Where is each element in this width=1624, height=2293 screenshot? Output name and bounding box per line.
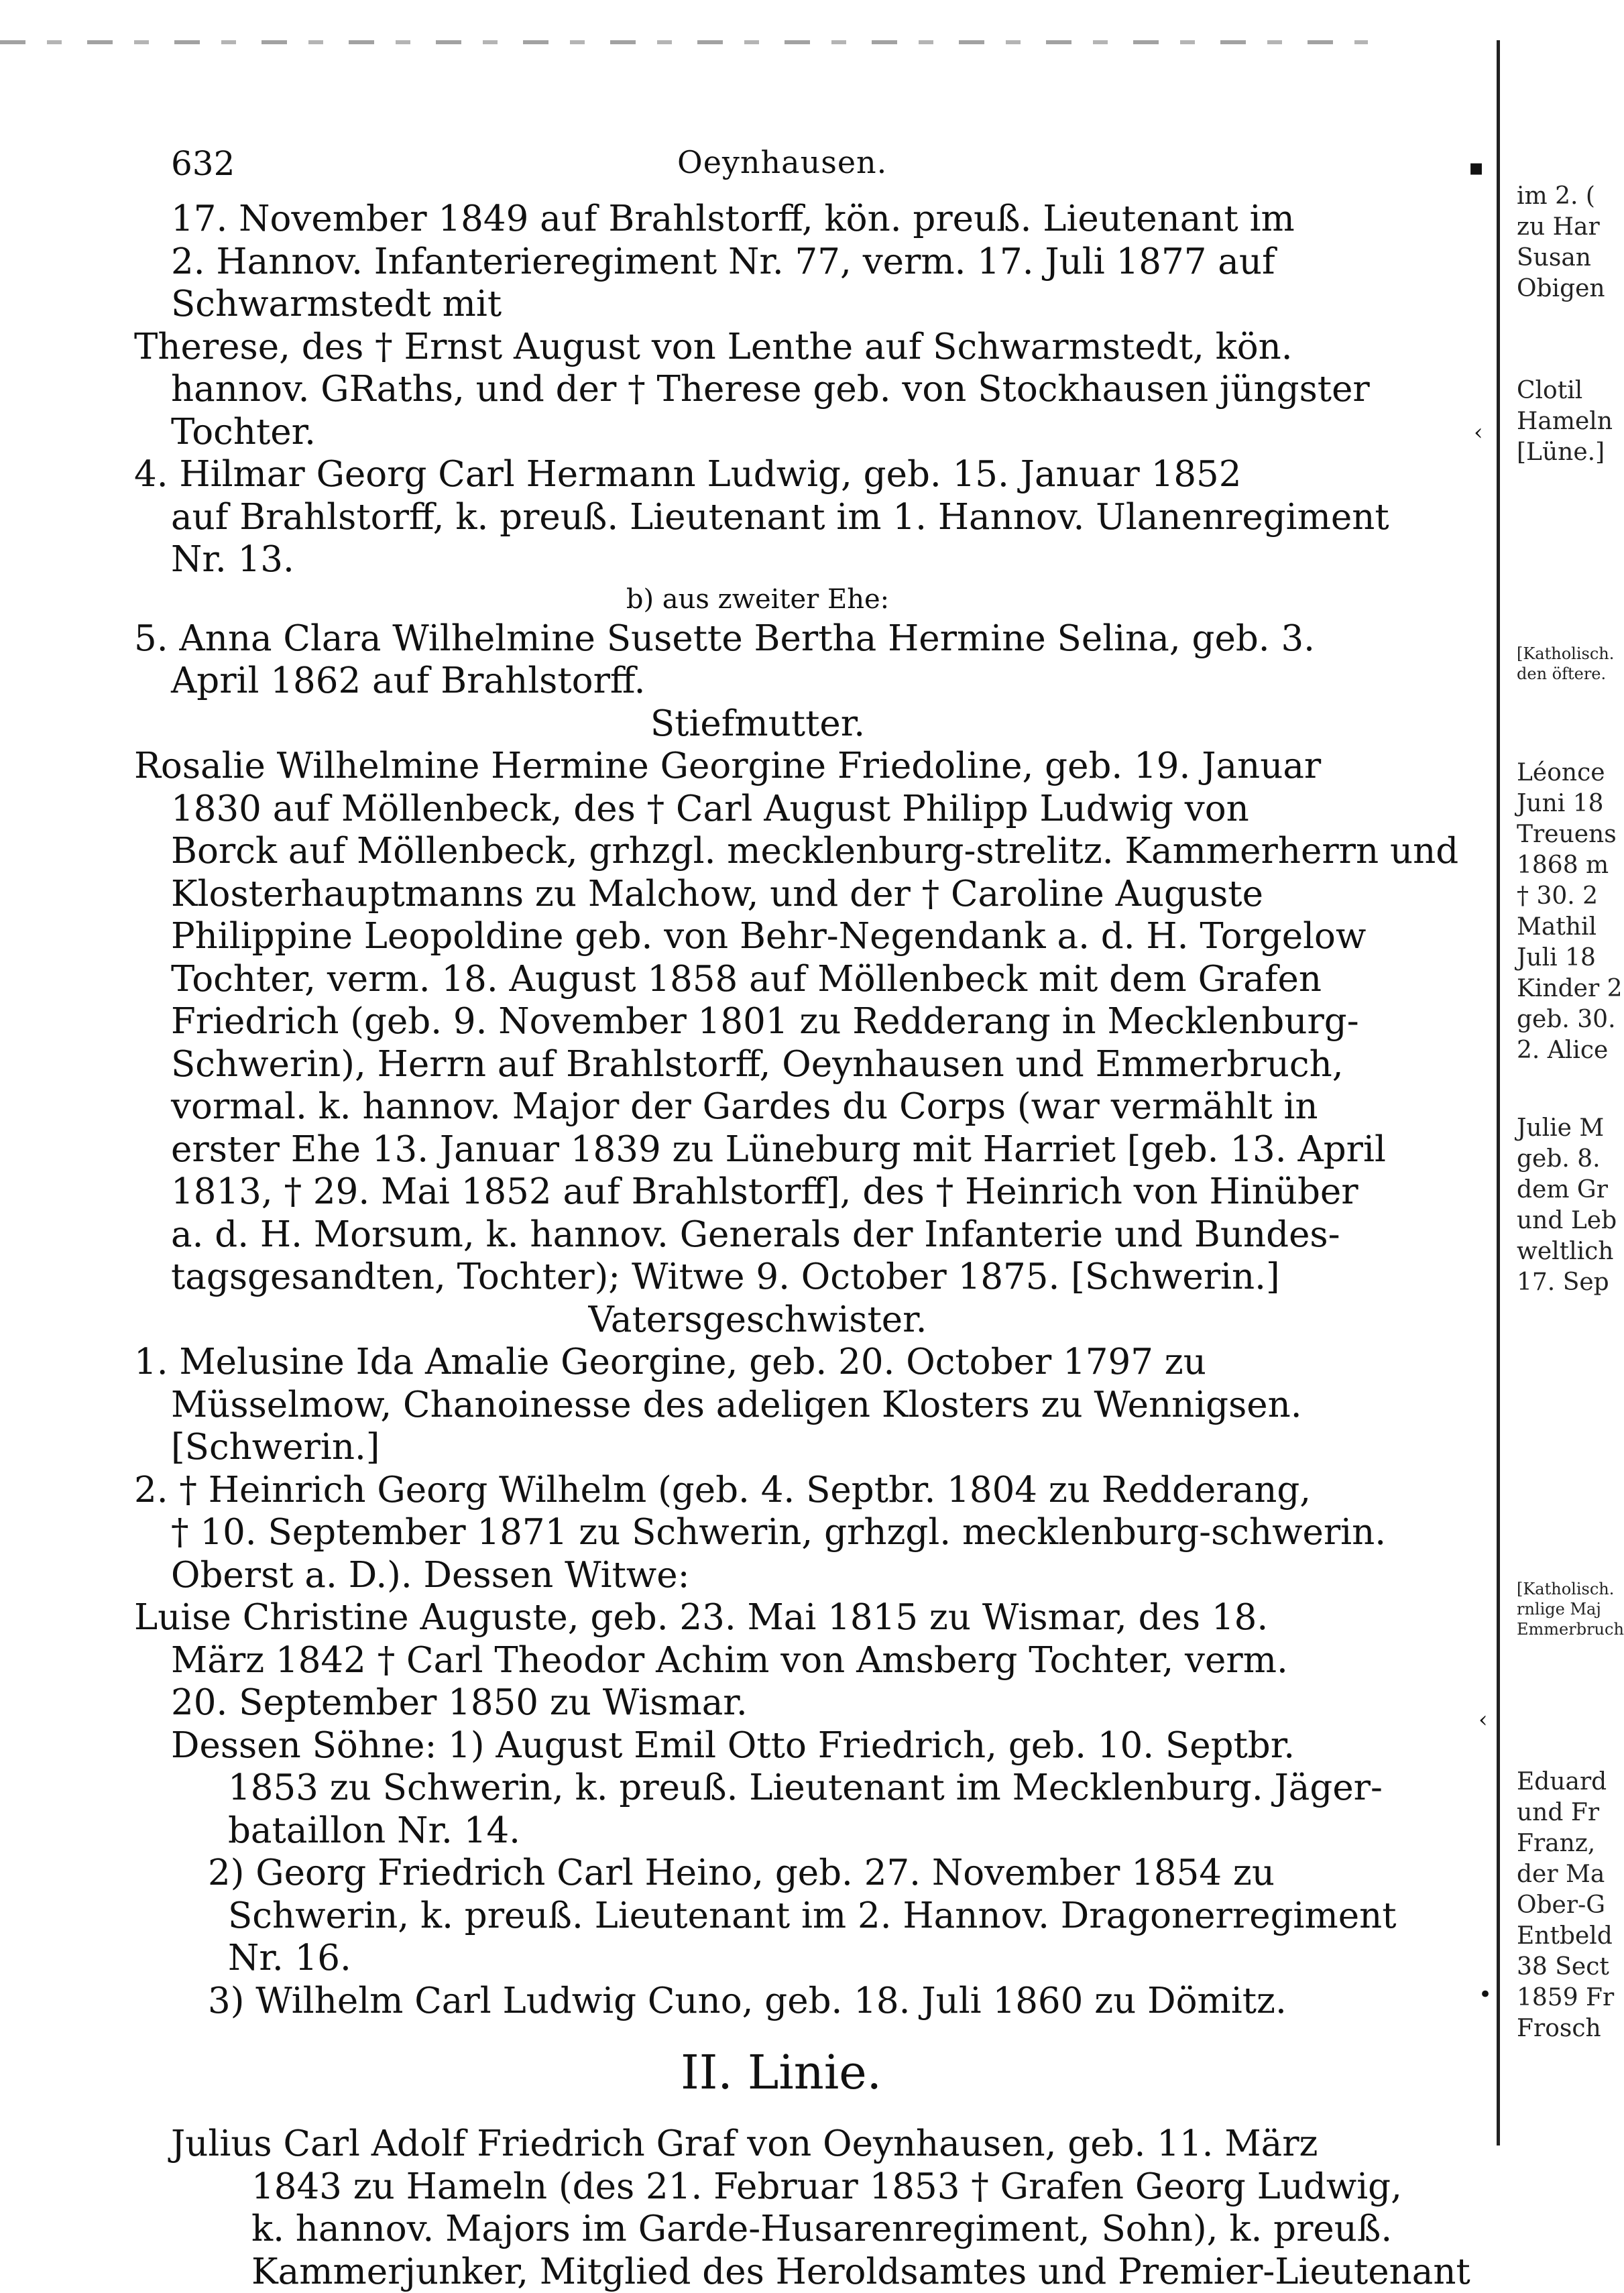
margin-mark: ‹ (1478, 1706, 1488, 1733)
fragment-line: 17. Sep (1517, 1267, 1611, 1298)
text-line: 1853 zu Schwerin, k. preuß. Lieutenant im Mecklenburg. Jäger- (134, 1767, 1381, 1810)
margin-mark: ‹ (1474, 419, 1483, 446)
fragment-line: Franz, (1517, 1828, 1611, 1859)
text-line: Oberst a. D.). Dessen Witwe: (134, 1554, 1381, 1597)
fragment-line: der Ma (1517, 1859, 1611, 1890)
text-line: Tochter. (134, 411, 1381, 454)
fragment-line: † 30. 2 (1517, 881, 1611, 912)
text-line: bataillon Nr. 14. (134, 1810, 1381, 1853)
section-heading: Vatersgeschwister. (134, 1299, 1381, 1342)
fragment-line: Obigen (1517, 274, 1611, 304)
scan-edge-noise (0, 40, 1368, 44)
text-line: Friedrich (geb. 9. November 1801 zu Redderang in Mecklenburg- (134, 1000, 1381, 1043)
fragment-line: [Katholisch. (1517, 644, 1611, 664)
text-line: [Schwerin.] (134, 1426, 1381, 1469)
text-line: Klosterhauptmanns zu Malchow, und der † Caroline Auguste (134, 873, 1381, 916)
text-line: 1830 auf Möllenbeck, des † Carl August Philipp Ludwig von (134, 788, 1381, 831)
adjacent-page-fragment (1517, 1113, 1611, 1298)
fragment-line: Mathil (1517, 912, 1611, 943)
text-line: 20. September 1850 zu Wismar. (134, 1682, 1381, 1724)
fragment-line: Julie M (1517, 1113, 1611, 1144)
margin-mark: ▪ (1468, 154, 1484, 181)
text-line: a. d. H. Morsum, k. hannov. Generals der Infanterie und Bundes- (134, 1214, 1381, 1256)
fragment-line: dem Gr (1517, 1175, 1611, 1206)
section-heading: Stiefmutter. (134, 703, 1381, 746)
adjacent-page-fragment (1517, 644, 1611, 684)
subheading: b) aus zweiter Ehe: (134, 581, 1381, 618)
page-main-column (134, 144, 1381, 2293)
margin-mark: • (1478, 1981, 1492, 2008)
fragment-line: [Katholisch. (1517, 1579, 1611, 1599)
fragment-line: weltlich (1517, 1236, 1611, 1267)
text-line: Tochter, verm. 18. August 1858 auf Möllenbeck mit dem Grafen (134, 958, 1381, 1001)
text-line: Therese, des † Ernst August von Lenthe auf Schwarmstedt, kön. (134, 326, 1381, 369)
fragment-line: 1868 m (1517, 850, 1611, 881)
text-line: auf Brahlstorff, k. preuß. Lieutenant im 1. Hannov. Ulanenregiment (134, 496, 1381, 539)
fragment-line: Entbeld (1517, 1921, 1611, 1952)
text-line: vormal. k. hannov. Major der Gardes du Corps (war vermählt in (134, 1085, 1381, 1128)
text-line: 1843 zu Hameln (des 21. Februar 1853 † Grafen Georg Ludwig, (134, 2166, 1381, 2209)
text-line: tagsgesandten, Tochter); Witwe 9. October 1875. [Schwerin.] (134, 1256, 1381, 1299)
fragment-line: und Leb (1517, 1206, 1611, 1236)
fragment-line: Clotil (1517, 375, 1611, 406)
text-line: Luise Christine Auguste, geb. 23. Mai 1815 zu Wismar, des 18. (134, 1596, 1381, 1639)
text-line: Kammerjunker, Mitglied des Heroldsamtes und Premier-Lieutenant (134, 2251, 1381, 2293)
adjacent-page-fragment (1517, 375, 1611, 468)
page-number: 632 (171, 144, 235, 183)
text-line: April 1862 auf Brahlstorff. (134, 660, 1381, 703)
column-divider (1497, 40, 1500, 2145)
fragment-line: Emmerbruch (1517, 1619, 1611, 1639)
text-line: März 1842 † Carl Theodor Achim von Amsberg Tochter, verm. (134, 1639, 1381, 1682)
text-line: 1813, † 29. Mai 1852 auf Brahlstorff], des † Heinrich von Hinüber (134, 1171, 1381, 1214)
fragment-line: Eduard (1517, 1767, 1611, 1798)
fragment-line: geb. 8. (1517, 1144, 1611, 1175)
text-line: Julius Carl Adolf Friedrich Graf von Oeynhausen, geb. 11. März (134, 2123, 1381, 2166)
text-line: hannov. GRaths, und der † Therese geb. von Stockhausen jüngster (134, 368, 1381, 411)
adjacent-page-fragment (1517, 1767, 1611, 2044)
page-header (134, 144, 1381, 198)
text-line: 2) Georg Friedrich Carl Heino, geb. 27. November 1854 zu (134, 1852, 1381, 1895)
fragment-line: Frosch (1517, 2013, 1611, 2044)
text-line: Rosalie Wilhelmine Hermine Georgine Friedoline, geb. 19. Januar (134, 745, 1381, 788)
fragment-line: Treuens (1517, 819, 1611, 850)
text-line: Nr. 13. (134, 538, 1381, 581)
adjacent-page-fragment (1517, 181, 1611, 304)
text-line: Schwerin, k. preuß. Lieutenant im 2. Hannov. Dragonerregiment (134, 1895, 1381, 1938)
text-line: 2. Hannov. Infanterieregiment Nr. 77, verm. 17. Juli 1877 auf (134, 241, 1381, 284)
text-line: Philippine Leopoldine geb. von Behr-Negendank a. d. H. Torgelow (134, 915, 1381, 958)
fragment-line: Ober-G (1517, 1890, 1611, 1921)
fragment-line: [Lüne.] (1517, 437, 1611, 468)
adjacent-page-fragment (1517, 1579, 1611, 1639)
text-line: k. hannov. Majors im Garde-Husarenregiment, Sohn), k. preuß. (134, 2208, 1381, 2251)
text-line: 4. Hilmar Georg Carl Hermann Ludwig, geb. 15. Januar 1852 (134, 453, 1381, 496)
fragment-line: 1859 Fr (1517, 1983, 1611, 2013)
fragment-line: den öftere. (1517, 664, 1611, 684)
adjacent-page-fragment (1517, 758, 1611, 1066)
text-line: erster Ehe 13. Januar 1839 zu Lüneburg mit Harriet [geb. 13. April (134, 1128, 1381, 1171)
text-line: 2. † Heinrich Georg Wilhelm (geb. 4. Septbr. 1804 zu Redderang, (134, 1469, 1381, 1512)
fragment-line: zu Har (1517, 212, 1611, 243)
fragment-line: Susan (1517, 243, 1611, 274)
fragment-line: 38 Sect (1517, 1952, 1611, 1983)
section-title: II. Linie. (134, 2022, 1381, 2123)
text-line: Dessen Söhne: 1) August Emil Otto Friedrich, geb. 10. Septbr. (134, 1724, 1381, 1767)
text-line: 1. Melusine Ida Amalie Georgine, geb. 20. October 1797 zu (134, 1341, 1381, 1384)
text-line: Nr. 16. (134, 1937, 1381, 1980)
fragment-line: geb. 30. (1517, 1004, 1611, 1035)
text-line: Borck auf Möllenbeck, grhzgl. mecklenburg-strelitz. Kammerherrn und (134, 830, 1381, 873)
text-line: 3) Wilhelm Carl Ludwig Cuno, geb. 18. Juli 1860 zu Dömitz. (134, 1980, 1381, 2023)
fragment-line: Juli 18 (1517, 943, 1611, 974)
text-line: 5. Anna Clara Wilhelmine Susette Bertha Hermine Selina, geb. 3. (134, 618, 1381, 660)
text-line: Schwerin), Herrn auf Brahlstorff, Oeynhausen und Emmerbruch, (134, 1043, 1381, 1086)
fragment-line: Hameln (1517, 406, 1611, 437)
fragment-line: im 2. ( (1517, 181, 1611, 212)
fragment-line: Kinder 2 (1517, 974, 1611, 1004)
text-line: Schwarmstedt mit (134, 283, 1381, 326)
fragment-line: rnlige Maj (1517, 1599, 1611, 1619)
fragment-line: und Fr (1517, 1798, 1611, 1828)
fragment-line: 2. Alice (1517, 1035, 1611, 1066)
fragment-line: Léonce (1517, 758, 1611, 788)
text-line: 17. November 1849 auf Brahlstorff, kön. preuß. Lieutenant im (134, 198, 1381, 241)
running-title: Oeynhausen. (677, 144, 887, 180)
fragment-line: Juni 18 (1517, 788, 1611, 819)
text-line: † 10. September 1871 zu Schwerin, grhzgl. mecklenburg-schwerin. (134, 1511, 1381, 1554)
text-line: Müsselmow, Chanoinesse des adeligen Klosters zu Wennigsen. (134, 1384, 1381, 1427)
